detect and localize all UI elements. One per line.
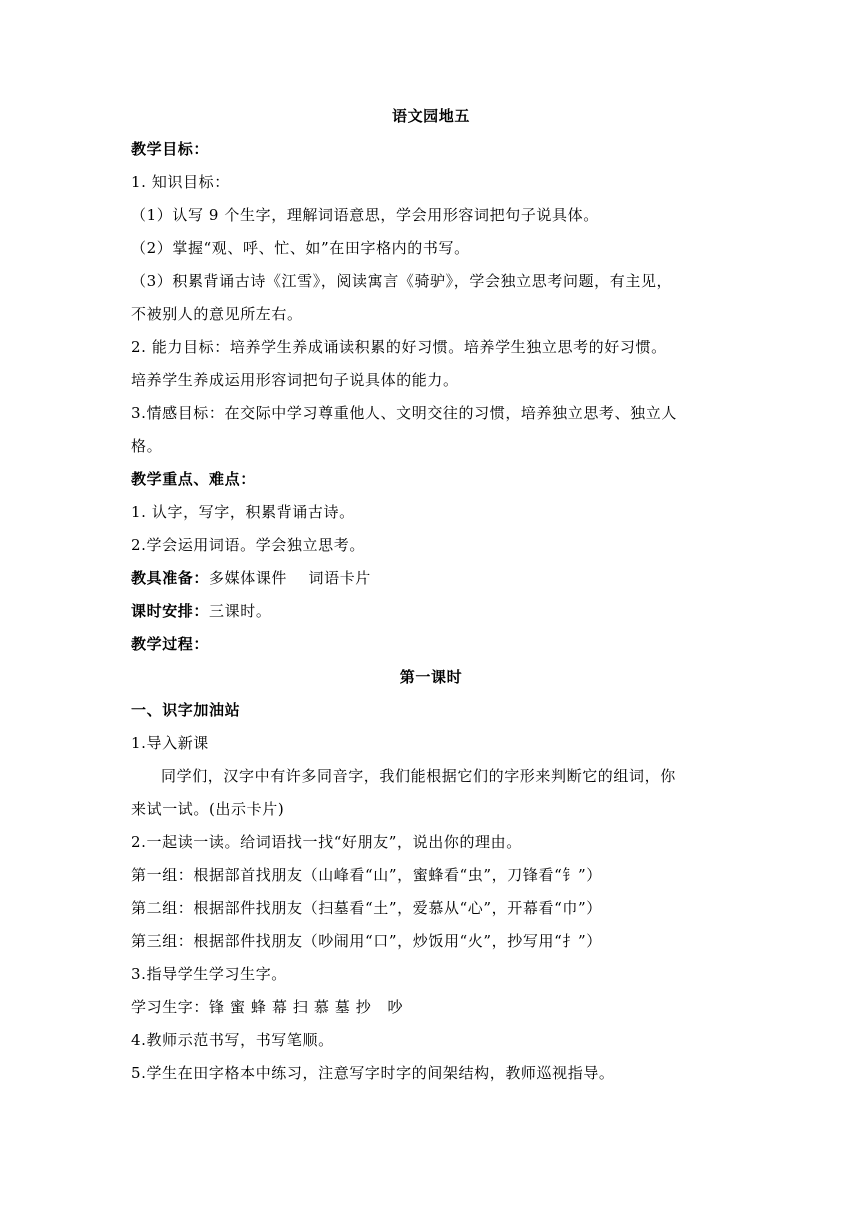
goal-ability: 2. 能力目标：培养学生养成诵读积累的好习惯。培养学生独立思考的好习惯。 xyxy=(131,338,667,356)
goal-emotion: 3.情感目标：在交际中学习尊重他人、文明交往的习惯，培养独立思考、独立人 xyxy=(131,404,677,422)
group-2: 第二组：根据部件找朋友（扫墓看“土”，爱慕从“心”，开幕看“巾”） xyxy=(131,899,602,917)
schedule-value: 三课时。 xyxy=(209,602,272,620)
lesson-plan-document xyxy=(131,100,731,1090)
keypoints-heading: 教学重点、难点： xyxy=(131,470,256,488)
goal-emotion-cont: 格。 xyxy=(131,437,163,455)
goal-knowledge: 1. 知识目标： xyxy=(131,173,230,191)
goal-knowledge-sub-3-cont: 不被别人的意见所左右。 xyxy=(131,305,303,323)
step-5: 5.学生在田字格本中练习，注意写字时字的间架结构，教师巡视指导。 xyxy=(131,1064,615,1082)
step-3: 3.指导学生学习生字。 xyxy=(131,965,287,983)
new-characters: 学习生字：锋 蜜 蜂 幕 扫 慕 墓 抄 吵 xyxy=(131,998,404,1016)
group-1: 第一组：根据部首找朋友（山峰看“山”，蜜蜂看“虫”，刀锋看“钅”） xyxy=(131,866,602,884)
step-1: 1.导入新课 xyxy=(131,734,209,752)
lesson1-title: 第一课时 xyxy=(399,668,463,686)
goal-knowledge-sub-1: （1）认写 9 个生字，理解词语意思，学会用形容词把句子说具体。 xyxy=(131,206,599,224)
keypoint-1: 1. 认字，写字，积累背诵古诗。 xyxy=(131,503,355,521)
tools-value: 多媒体课件 词语卡片 xyxy=(209,569,371,587)
intro-paragraph: 同学们，汉字中有许多同音字，我们能根据它们的字形来判断它的组词，你 xyxy=(161,767,676,785)
intro-paragraph-cont: 来试一试。(出示卡片) xyxy=(131,800,285,818)
step-2: 2.一起读一读。给词语找一找“好朋友”，说出你的理由。 xyxy=(131,833,522,851)
step-4: 4.教师示范书写，书写笔顺。 xyxy=(131,1031,334,1049)
tools-line xyxy=(131,562,731,595)
keypoint-2: 2.学会运用词语。学会独立思考。 xyxy=(131,536,365,554)
document-title: 语文园地五 xyxy=(391,107,470,125)
schedule-label: 课时安排： xyxy=(131,602,210,620)
goal-knowledge-sub-2: （2）掌握“观、呼、忙、如”在田字格内的书写。 xyxy=(131,239,470,257)
group-3: 第三组：根据部件找朋友（吵闹用“口”，炒饭用“火”，抄写用“扌”） xyxy=(131,932,602,950)
schedule-line xyxy=(131,595,731,628)
section-literacy-heading: 一、识字加油站 xyxy=(131,701,241,719)
goals-heading: 教学目标： xyxy=(131,140,210,158)
process-heading: 教学过程： xyxy=(131,635,210,653)
tools-label: 教具准备： xyxy=(131,569,210,587)
goal-ability-cont: 培养学生养成运用形容词把句子说具体的能力。 xyxy=(131,371,459,389)
goal-knowledge-sub-3: （3）积累背诵古诗《江雪》，阅读寓言《骑驴》，学会独立思考问题，有主见， xyxy=(131,272,673,290)
